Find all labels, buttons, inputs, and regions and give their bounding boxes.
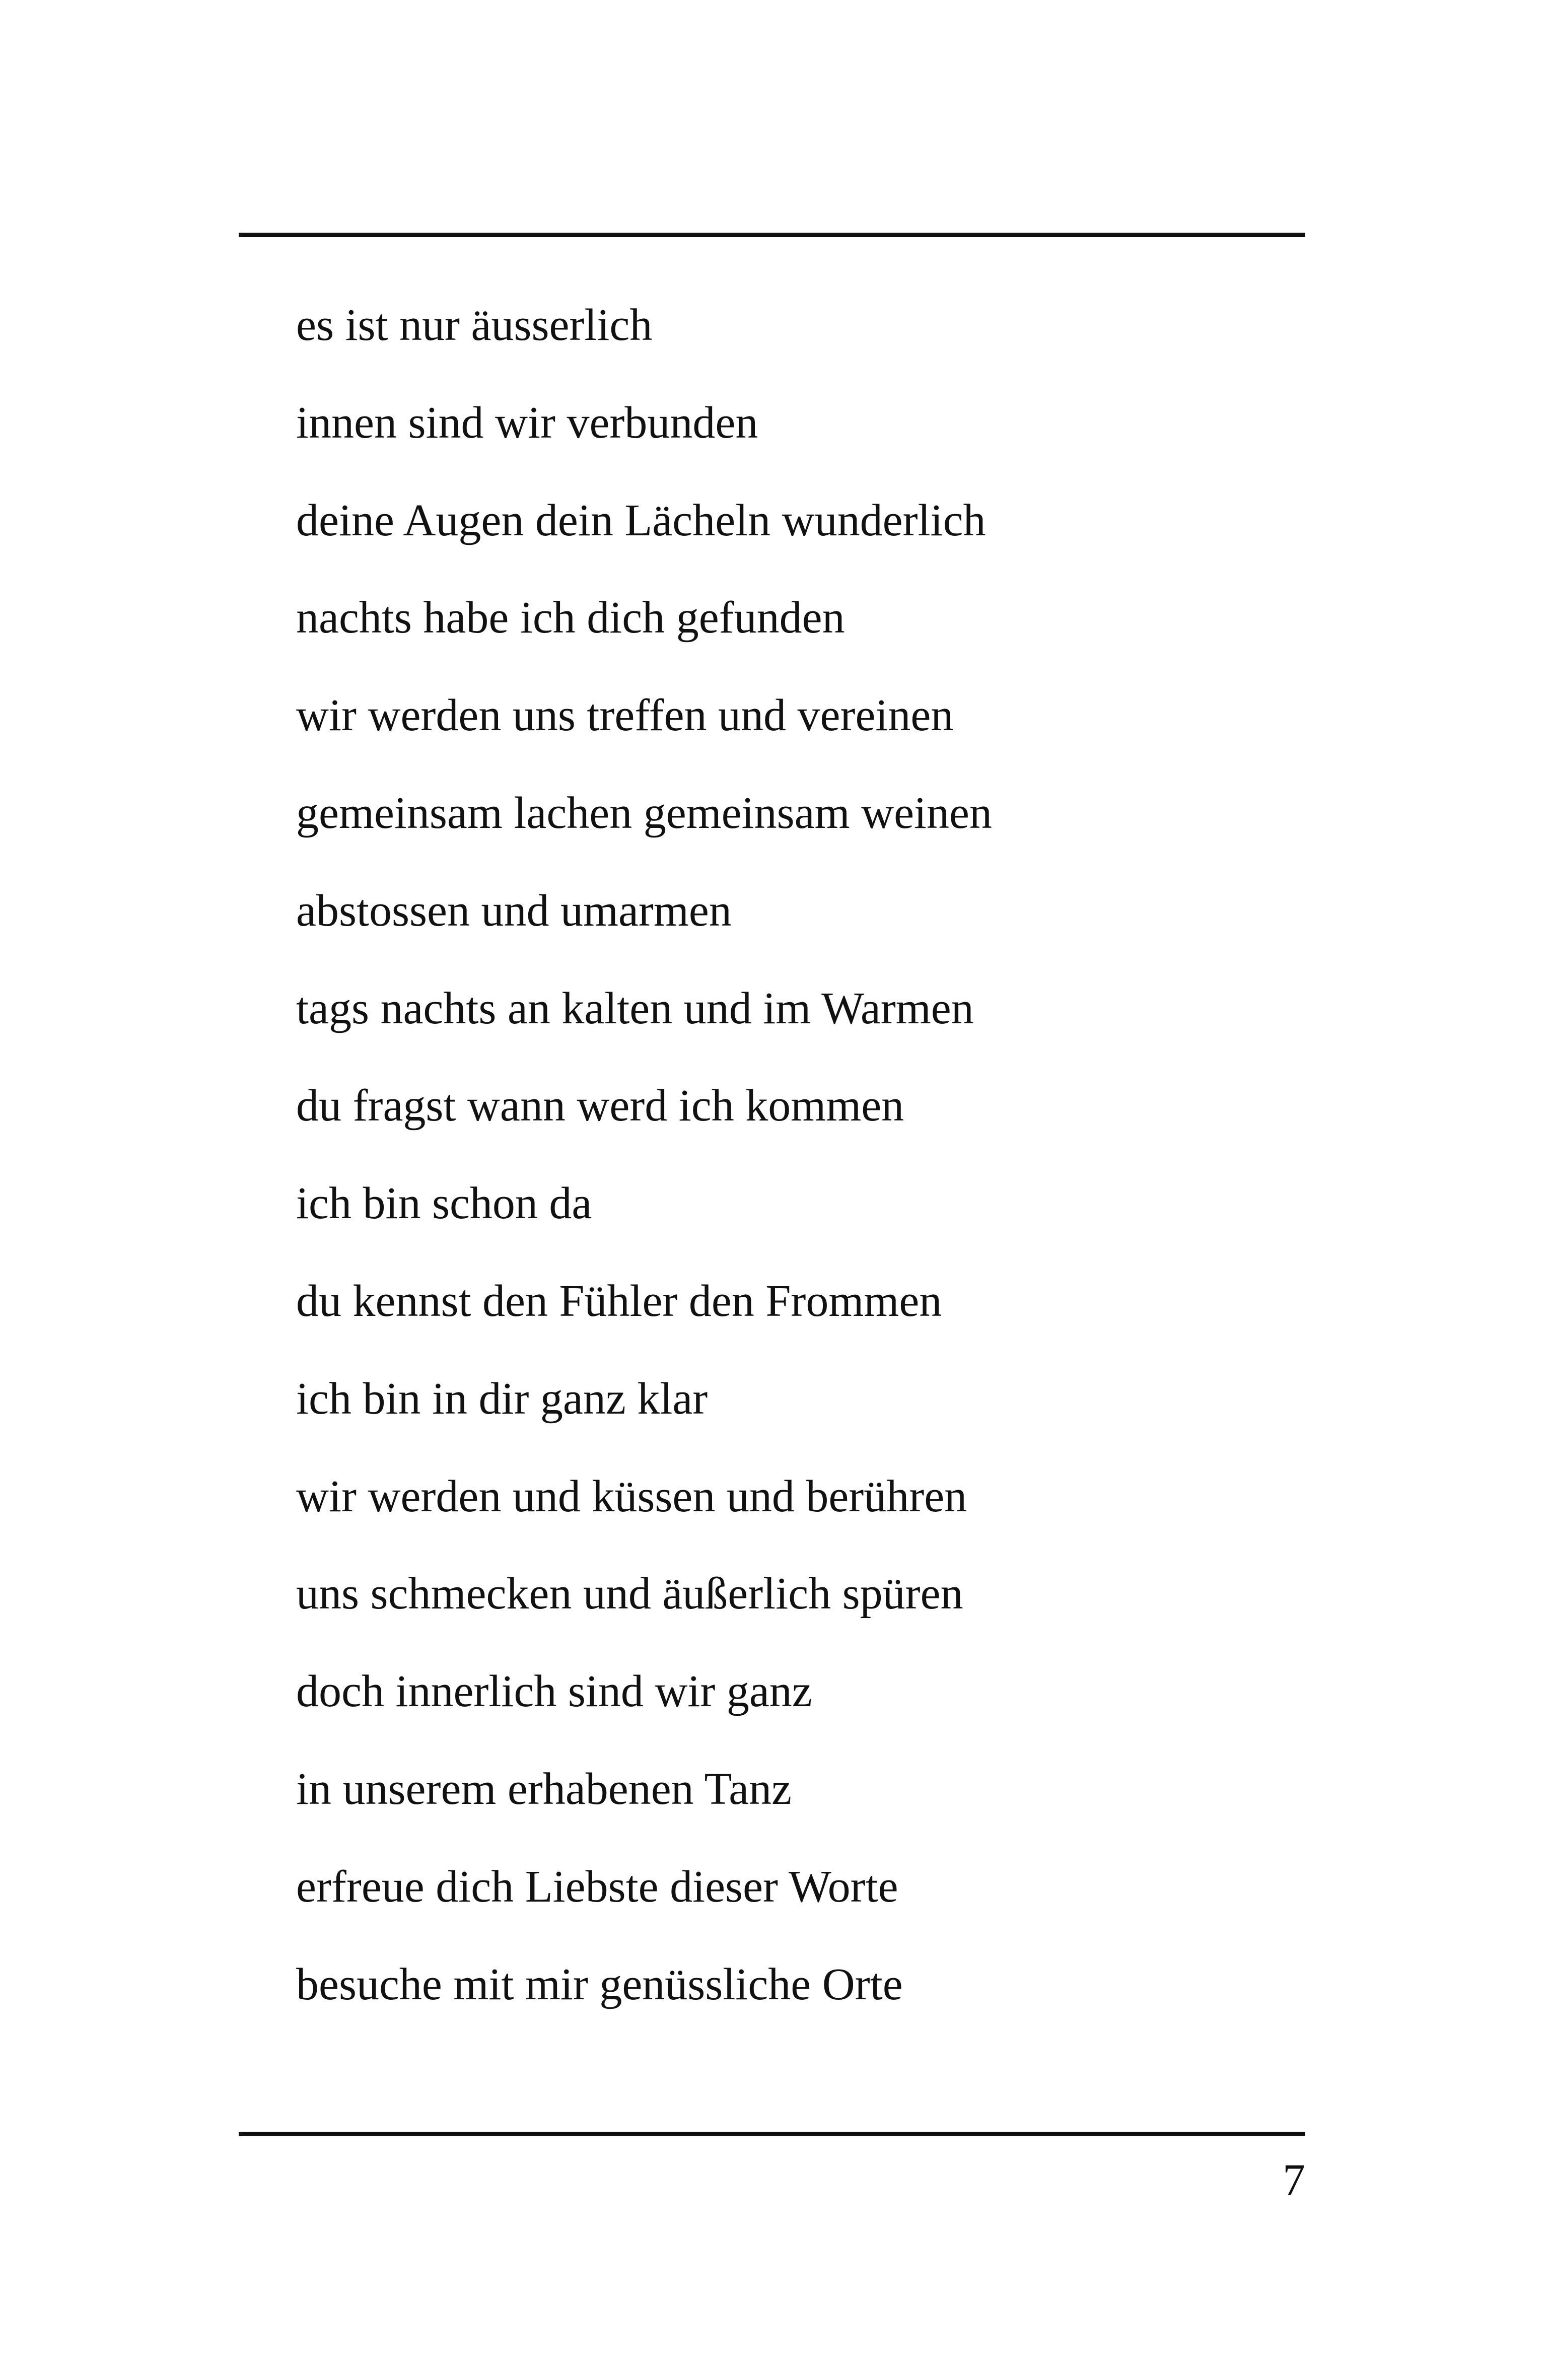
poem-line: wir werden und küssen und berühren: [296, 1471, 967, 1521]
bottom-rule: [239, 2132, 1305, 2136]
poem-line: innen sind wir verbunden: [296, 397, 758, 448]
poem-line: doch innerlich sind wir ganz: [296, 1666, 812, 1717]
poem-line: erfreue dich Liebste dieser Worte: [296, 1861, 898, 1912]
poem-line: ich bin schon da: [296, 1178, 592, 1229]
poem-text: [296, 298, 992, 2054]
poem-line: besuche mit mir genüssliche Orte: [296, 1959, 903, 2009]
poem-line: ich bin in dir ganz klar: [296, 1373, 708, 1424]
poem-line: in unserem erhabenen Tanz: [296, 1764, 792, 1814]
poem-line: uns schmecken und äußerlich spüren: [296, 1569, 963, 1619]
poem-line: abstossen und umarmen: [296, 885, 732, 936]
page-number: 7: [1283, 2155, 1305, 2205]
poem-line: nachts habe ich dich gefunden: [296, 593, 845, 643]
poem-line: wir werden uns treffen und vereinen: [296, 690, 954, 741]
poem-line: tags nachts an kalten und im Warmen: [296, 983, 974, 1033]
poem-line: deine Augen dein Lächeln wunderlich: [296, 495, 986, 545]
poem-line: es ist nur äusserlich: [296, 300, 653, 350]
poem-line: gemeinsam lachen gemeinsam weinen: [296, 788, 992, 838]
top-rule: [239, 233, 1305, 237]
poem-line: du kennst den Fühler den Frommen: [296, 1276, 942, 1326]
poem-line: du fragst wann werd ich kommen: [296, 1081, 904, 1131]
